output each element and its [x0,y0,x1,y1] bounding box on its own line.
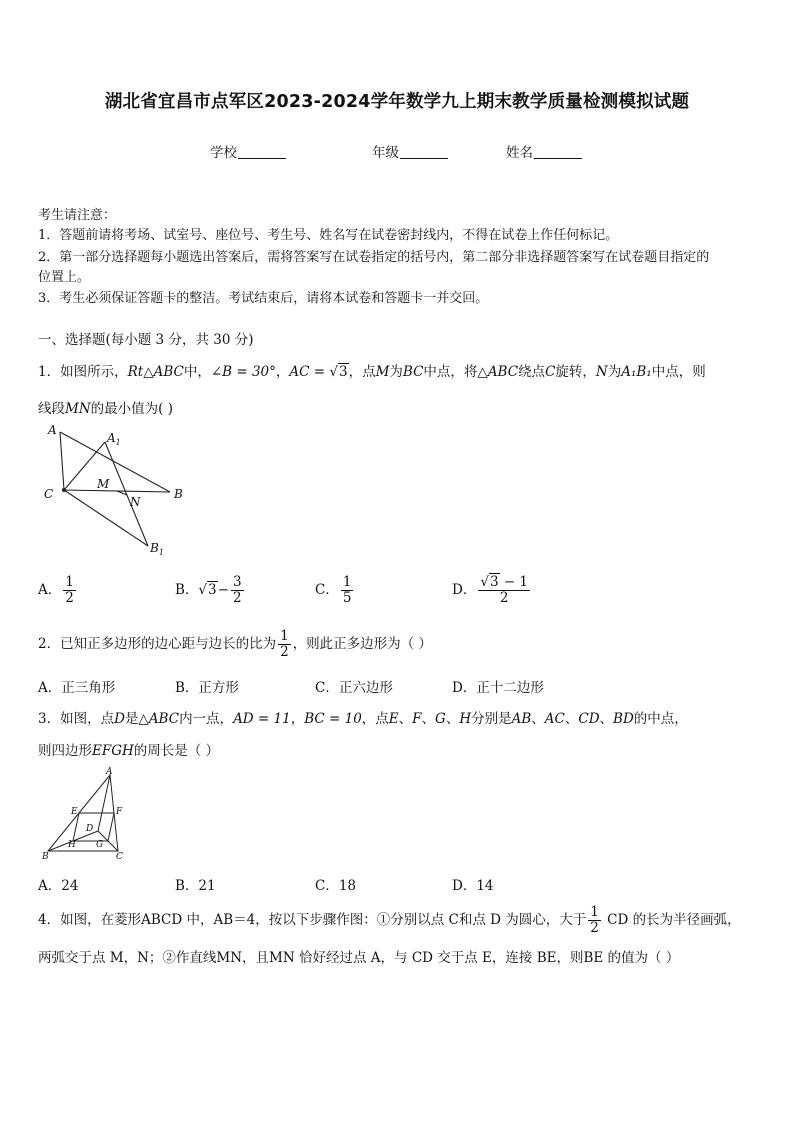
label-m: M [97,477,110,491]
q2-option-b[interactable]: B．正方形 [175,680,239,696]
name-label: 姓名 [506,145,533,161]
label-c: C [44,487,54,501]
q2-stem: 2．已知正多边形的边心距与边长的比为 $\frac{1}{2}$ ，则此正多边形为（ ） [38,628,432,660]
label-g: G [96,840,104,850]
section-heading: 一、选择题(每小题 3 分，共 30 分) [38,332,254,348]
notice-heading: 考生请注意： [38,208,117,223]
label-b: B [42,852,49,862]
page-title: 湖北省宜昌市点军区2023-2024学年数学九上期末教学质量检测模拟试题 [104,92,690,112]
q3-option-b[interactable]: B．21 [175,878,216,894]
label-h: H [68,840,76,850]
q1-option-c[interactable]: C． $\frac{1}{5}$ [315,574,352,606]
q2-option-a[interactable]: A．正三角形 [38,680,116,696]
label-c: C [116,852,123,862]
label-a: A [106,767,113,777]
label-a: A [48,423,57,437]
label-b1: $B_1$ [150,541,164,557]
quad-efgh [73,813,114,841]
q4-line1: 4．如图，在菱形ABCD 中，AB＝4，按以下步骤作图：①分别以点 C和点 D 为圆心，大于 $\frac{1}{2}$ CD 的长为半径画弧， [38,904,741,936]
notice-item-2: 2．第一部分选择题每小题选出答案后，需将答案写在试卷指定的括号内，第二部分非选择题答案写在试卷题目指定的 [38,250,710,265]
notice-item-1: 1．答题前请将考场、试室号、座位号、考生号、姓名写在试卷密封线内，不得在试卷上作任何标记。 [38,228,619,243]
label-n: N [130,495,141,509]
q2-option-c[interactable]: C．正六边形 [315,680,393,696]
notice-item-2-cont: 位置上。 [38,270,91,285]
label-e: E [71,807,78,817]
q1-line2: 线段MN的最小值为( ) [38,401,173,417]
q3-option-d[interactable]: D．14 [452,878,494,894]
q1-option-d[interactable]: D． $\frac{√3 - 1}{2}$ [452,574,529,606]
line-ad [98,775,110,831]
name-field[interactable] [506,141,582,161]
school-blank[interactable] [238,144,286,159]
q1-option-b[interactable]: B．√3− $\frac{3}{2}$ [175,574,242,606]
q3-option-c[interactable]: C．18 [315,878,357,894]
school-label: 学校 [210,145,237,161]
grade-label: 年级 [372,145,399,161]
name-blank[interactable] [534,144,582,159]
line-a1b1 [105,442,148,546]
q3-figure [40,765,140,865]
label-f: F [116,807,123,817]
q4-line2: 两弧交于点 M，N；②作直线MN，且MN 恰好经过点 A，与 CD 交于点 E，连接 BE，则BE 的值为（ ） [38,950,680,966]
q1-option-a[interactable]: A． $\frac{1}{2}$ [38,574,74,606]
grade-field[interactable] [372,141,448,161]
q3-option-a[interactable]: A．24 [38,878,79,894]
q1-line1: 1．如图所示，Rt△ABC中，∠B = 30°，AC = √3，点M为BC中点，将△ABC绕点C旋转，N为A₁B₁中点，则 [38,364,706,380]
point-c [62,488,66,492]
grade-blank[interactable] [400,144,448,159]
q3-line1: 3．如图，点D是△ABC内一点，AD = 11，BC = 10，点E、F、G、H分别是AB、AC、CD、BD的中点， [38,711,688,727]
school-field[interactable] [210,141,286,161]
notice-item-3: 3．考生必须保证答题卡的整洁。考试结束后，请将本试卷和答题卡一并交回。 [38,291,489,306]
q1-figure [40,420,200,560]
q2-option-d[interactable]: D．正十二边形 [452,680,544,696]
line-ac [60,432,64,490]
label-b: B [174,487,183,501]
label-d: D [86,824,94,834]
q3-line2: 则四边形EFGH的周长是（ ） [38,743,220,759]
label-a1: $A_1$ [107,431,121,447]
